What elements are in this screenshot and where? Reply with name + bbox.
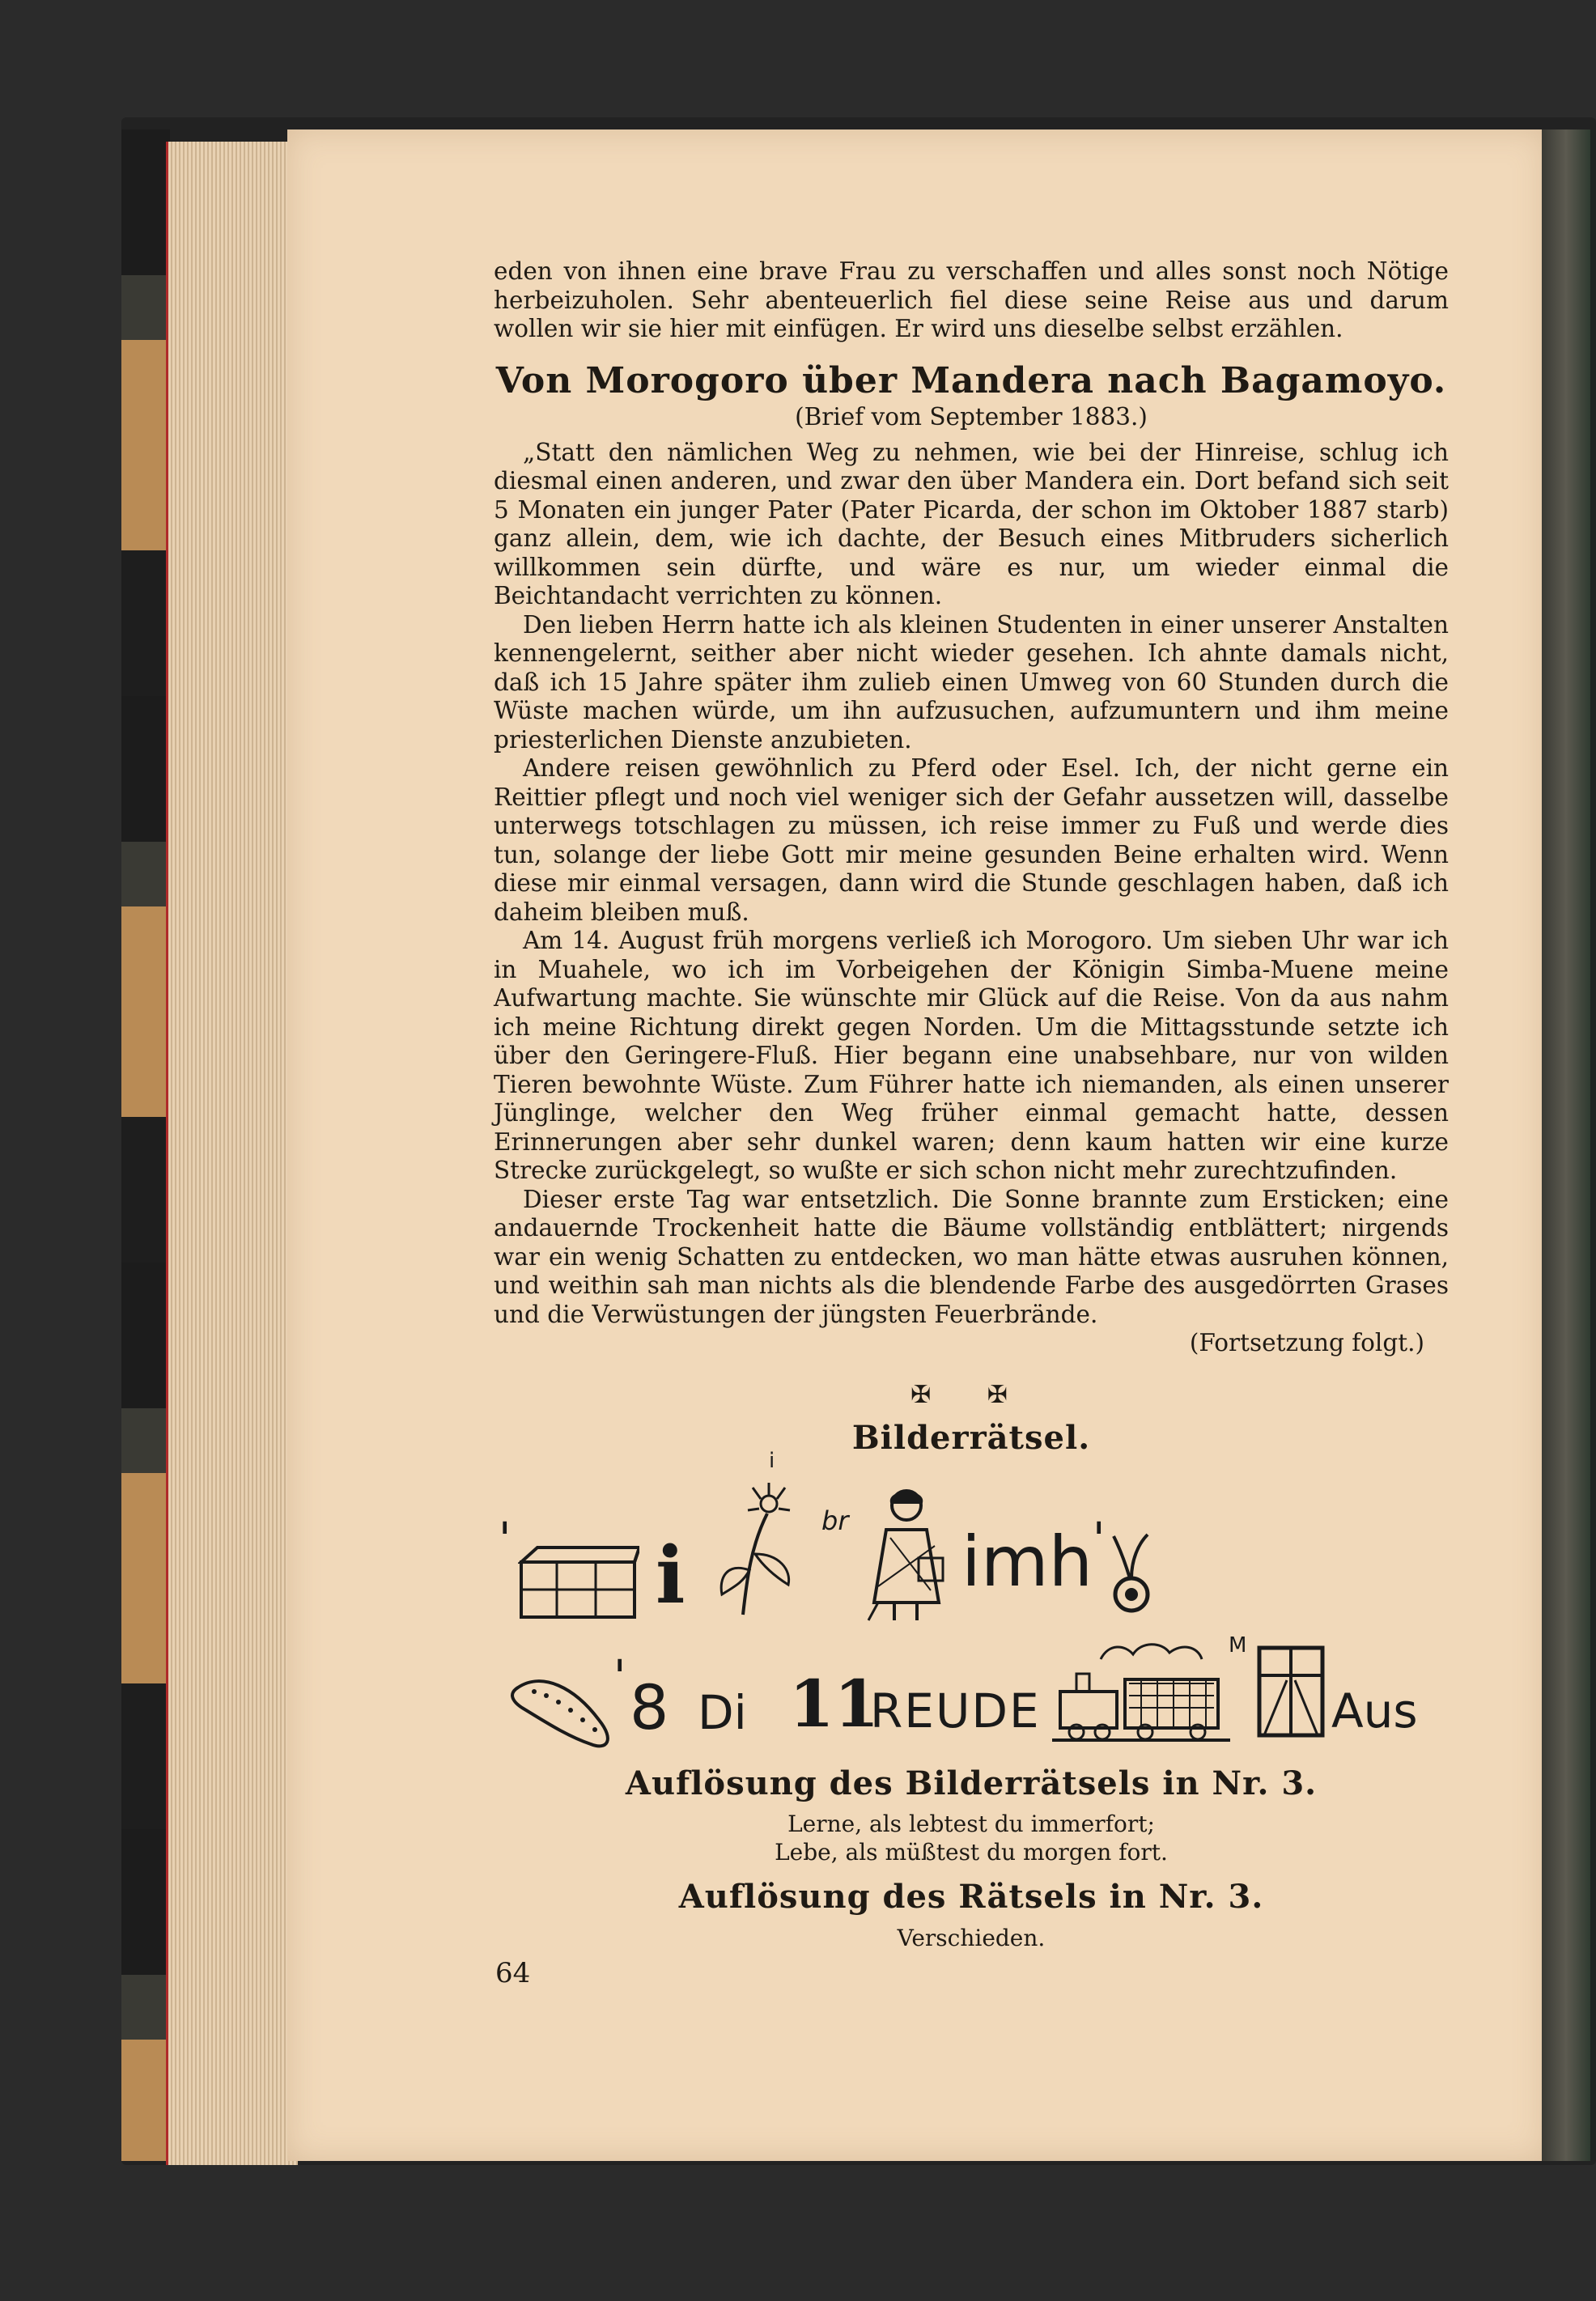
- rebus-letters-aus: Aus: [1331, 1683, 1418, 1738]
- riddle-solution-title: Auflösung des Rätsels in Nr. 3.: [678, 1878, 1264, 1916]
- paragraph: Den lieben Herrn hatte ich als kleinen Studenten in einer unserer Anstalten kennengelernt, seither aber nicht wieder gesehen. Ich ahnte damals nicht, daß ich 15 Jahre später ihm zulieb einen Umweg von 60 Stunden durch die Wüste machen würde, um ihn aufzusuchen, aufzumuntern und ihm meine priesterlichen Dienste anzubieten.: [494, 610, 1449, 754]
- intro-paragraph: eden von ihnen eine brave Frau zu verschaffen und alles sonst noch Nötige herbeizuholen. Sehr abenteuerlich fiel diese seine Reise aus und darum wollen wir sie hier mit einfügen. Er wird uns dieselbe selbst erzählen.: [494, 257, 1449, 342]
- rebus-letters-reude: REUDE: [870, 1683, 1041, 1738]
- paragraph: Andere reisen gewöhnlich zu Pferd oder Esel. Ich, der nicht gerne ein Reittier pflegt und noch viel weniger sich der Gefahr aussetzen will, dasselbe unterwegs totschlagen zu müssen, ich reise immer zu Fuß und werde dies tun, solange der liebe Gott mir meine gesunden Beine erhalten wird. Wenn diese mir einmal versagen, dann wird die Stunde geschlagen haben, daß ich daheim bleiben muß.: [494, 754, 1449, 926]
- book-spine-binding: [121, 129, 170, 2161]
- page-number: 64: [495, 1957, 531, 1989]
- rebus-number-11: 11: [789, 1666, 880, 1742]
- rebus-title: Bilderrätsel.: [851, 1419, 1091, 1457]
- article-body: [494, 257, 1449, 1457]
- page-edges: [166, 142, 298, 2165]
- rebus-letters-imh: imh: [961, 1522, 1093, 1603]
- window-icon: [1254, 1643, 1327, 1740]
- paragraph: Am 14. August früh morgens verließ ich Morogoro. Um sieben Uhr war ich in Muahele, wo ich im Vorbeigehen der Königin Simba-Muene meine Aufwartung machte. Sie wünschte mir Glück auf die Reise. Von da aus nahm ich meine Richtung direkt gegen Norden. Um die Mittagsstunde setzte ich über den Geringere-Fluß. Hier begann eine unabsehbare, nur von wilden Tieren bewohnte Wüste. Zum Führer hatte ich niemanden, als einen unserer Jünglinge, welcher den Weg früher einmal gemacht hatte, dessen Erinnerungen aber sehr dunkel waren; denn kaum hatten wir eine kurze Strecke zurückgelegt, so wußte er sich schon nicht mehr zurechtzufinden.: [494, 927, 1449, 1184]
- ornament-divider: ✠ ✠: [910, 1380, 1032, 1409]
- train-icon: [1052, 1635, 1230, 1748]
- riddle-solution-answer: Verschieden.: [897, 1925, 1046, 1951]
- continued-note: (Fortsetzung folgt.): [1189, 1329, 1424, 1356]
- rebus-solution-line: Lebe, als müßtest du morgen fort.: [775, 1839, 1168, 1866]
- rebus-letter-m: M: [1229, 1633, 1247, 1658]
- rebus-letter-i: i: [656, 1530, 686, 1621]
- paragraph: Dieser erste Tag war entsetzlich. Die Sonne brannte zum Ersticken; eine andauernde Trockenheit hatte die Bäume vollständig entblättert; nirgends war ein wenig Schatten zu entdecken, wo man hätte etwas ausruhen können, und weithin sah man nichts als die blendende Farbe des ausgedörrten Grases und die Verwüstungen der jüngsten Feuerbrände.: [494, 1185, 1449, 1328]
- rebus-small-i: i: [769, 1449, 775, 1473]
- snail-icon: [1107, 1528, 1156, 1617]
- article-subtitle: (Brief vom September 1883.): [795, 403, 1148, 431]
- rebus-row-2: [494, 1627, 1449, 1764]
- rebus-apostrophe: ': [613, 1651, 626, 1704]
- paragraph: „Statt den nämlichen Weg zu nehmen, wie bei der Hinreise, schlug ich diesmal einen anderen, und zwar den über Mandera ein. Dort befand sich seit 5 Monaten ein junger Pater (Pater Picarda, der schon im Oktober 1887 starb) ganz allein, dem, wie ich dachte, der Besuch eines Mitbruders sicherlich willkommen sein dürfte, und wäre es nur, um wieder einmal die Beichtandacht verrichten zu können.: [494, 438, 1449, 609]
- rebus-solution-line: Lerne, als lebtest du immerfort;: [787, 1811, 1155, 1837]
- rebus-letters-di: Di: [698, 1685, 747, 1740]
- right-page-edge: [1542, 129, 1590, 2161]
- rebus-apostrophe: ': [1093, 1513, 1106, 1566]
- chest-icon: [518, 1544, 639, 1621]
- rebus-solution-title: Auflösung des Bilderrätsels in Nr. 3.: [625, 1764, 1318, 1802]
- article-title: Von Morogoro über Mandera nach Bagamoyo.: [495, 359, 1447, 401]
- girl-icon: [862, 1481, 951, 1623]
- rebus-letters-br: br: [821, 1505, 849, 1536]
- rebus-number-8: 8: [630, 1671, 669, 1743]
- flower-icon: [711, 1481, 808, 1619]
- shoe-sole-icon: [510, 1671, 623, 1752]
- rebus-apostrophe: ': [499, 1513, 511, 1566]
- rebus-row-1: [494, 1449, 1449, 1627]
